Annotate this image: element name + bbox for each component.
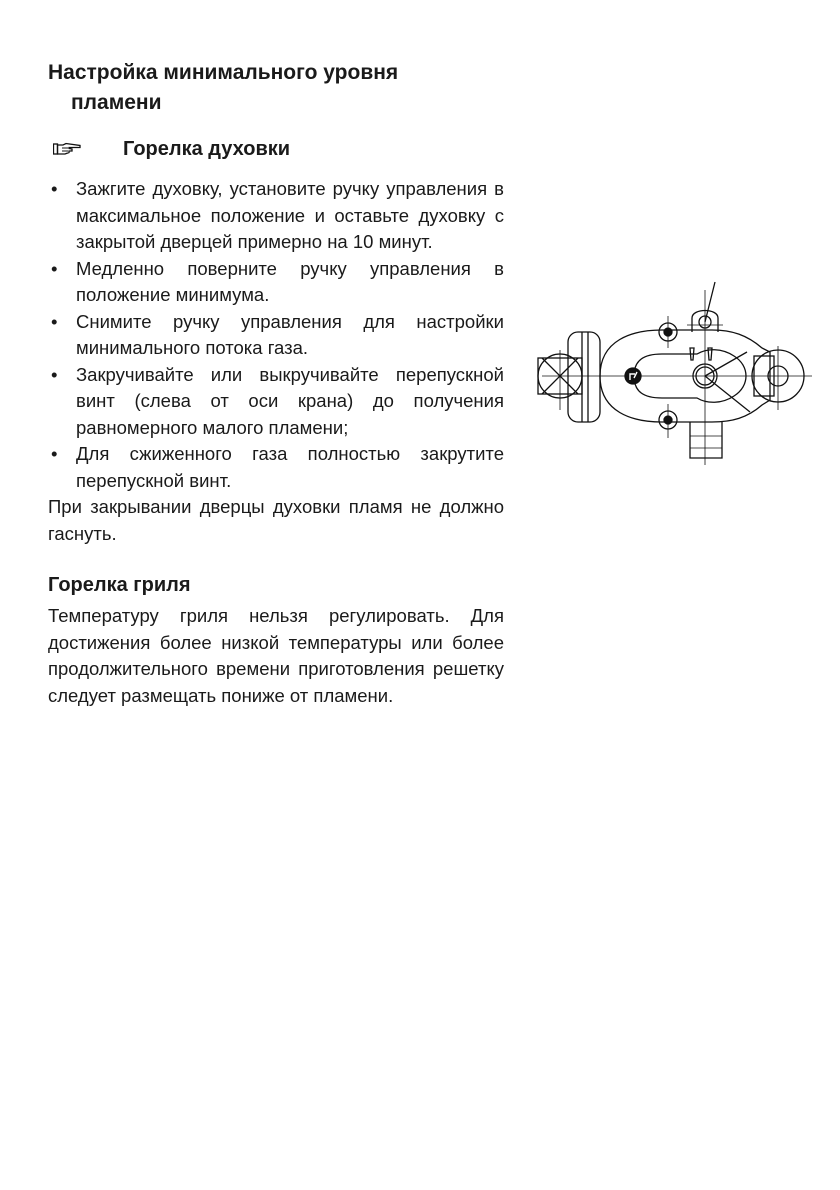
list-item: • Для сжиженного газа полностью закрутите перепускной винт. [48,441,504,494]
title-line-1: Настройка минимального уровня [48,61,399,84]
oven-burner-heading-row [48,134,504,164]
page-title [48,58,504,118]
oven-burner-heading: Горелка духовки [123,137,291,160]
grill-burner-heading: Горелка гриля [48,574,191,596]
list-item: • Закручивайте или выкручивайте перепускной винт (слева от оси крана) до получения равномерного малого пламени; [48,362,504,442]
pointing-hand-icon [53,142,81,156]
oven-door-note: При закрывании дверцы духовки пламя не должно гаснуть. [48,496,504,544]
list-item: • Снимите ручку управления для настройки минимального потока газа. [48,309,504,362]
grill-burner-text: Температуру гриля нельзя регулировать. Для достижения более низкой температуры или более продолжительного времени приготовления решетку следует размещать пониже от пламени. [48,605,504,706]
list-item: • Медленно поверните ручку управления в положение минимума. [48,256,504,309]
gas-tap-diagram [522,270,822,470]
content-column [48,58,504,709]
title-line-2: пламени [71,91,162,114]
instruction-list [48,176,504,494]
list-item: • Зажгите духовку, установите ручку управления в максимальное положение и оставьте духовку с закрытой дверцей примерно на 10 минут. [48,176,504,256]
